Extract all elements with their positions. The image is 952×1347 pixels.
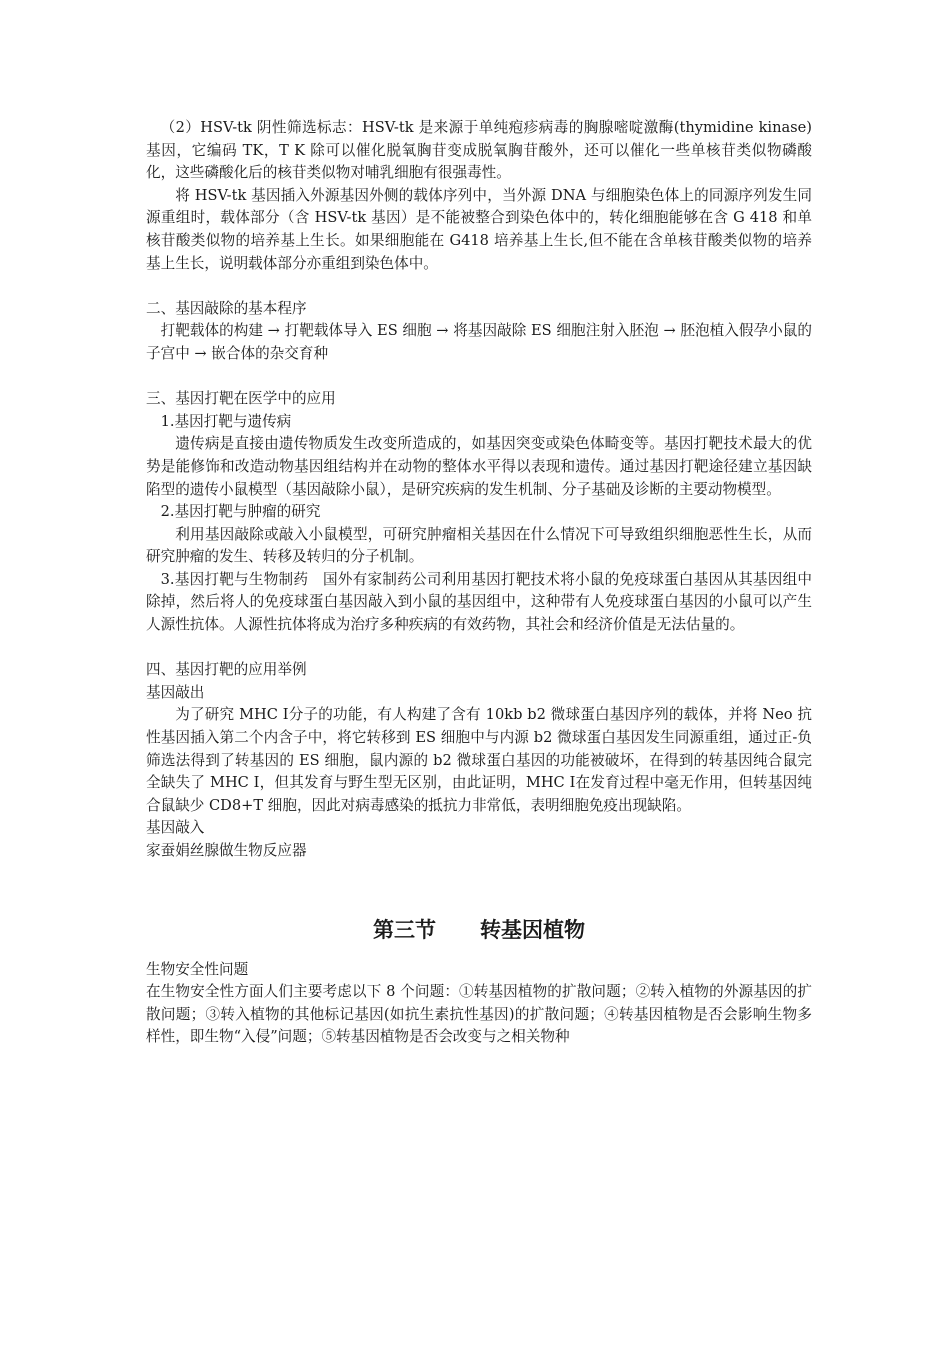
subheading-genetic-disease: 1.基因打靶与遗传病	[160, 412, 292, 430]
section-title	[146, 915, 812, 945]
document-page	[146, 117, 812, 1049]
spacer	[146, 637, 812, 660]
genetic-disease-paragraph: 遗传病是直接由遗传物质发生改变所造成的，如基因突变或染色体畸变等。基因打靶技术最大的优势是能修饰和改造动物基因组结构并在动物的整体水平得以表现和遗传。通过基因打靶途径建立基因缺陷型的遗传小鼠模型（基因敲除小鼠），是研究疾病的发生机制、分子基础及诊断的主要动物模型。	[146, 435, 812, 498]
knockout-example-paragraph: 为了研究 MHC Ⅰ分子的功能，有人构建了含有 10kb b2 微球蛋白基因序列的载体，并将 Neo 抗性基因插入第二个内含子中，将它转移到 ES 细胞中与内源 b2 微球蛋白基因发生同源重组，通过正-负筛选法得到了转基因的 ES 细胞，鼠内源的 b2 微球蛋白基因的功能被破坏，在得到的转基因纯合鼠完全缺失了 MHC Ⅰ，但其发育与野生型无区别，由此证明，MHC Ⅰ在发育过程中毫无作用，但转基因纯合鼠缺少 CD8+T 细胞，因此对病毒感染的抵抗力非常低，表明细胞免疫出现缺陷。	[146, 706, 812, 814]
section-heading-application-examples: 四、基因打靶的应用举例	[146, 661, 307, 679]
subheading-biosafety: 生物安全性问题	[146, 960, 249, 978]
section-number: 第三节	[373, 917, 436, 942]
tumor-research-paragraph: 利用基因敲除或敲入小鼠模型，可研究肿瘤相关基因在什么情况下可导致组织细胞恶性生长，从而研究肿瘤的发生、转移及转归的分子机制。	[146, 525, 812, 566]
spacer	[146, 275, 812, 298]
knockout-procedure-steps: 打靶载体的构建 → 打靶载体导入 ES 细胞 → 将基因敲除 ES 细胞注射入胚泡 → 胚泡植入假孕小鼠的子宫中 → 嵌合体的杂交育种	[146, 322, 812, 362]
knockin-example-text: 家蚕娟丝腺做生物反应器	[146, 842, 307, 859]
biosafety-paragraph: 在生物安全性方面人们主要考虑以下 8 个问题：①转基因植物的扩散问题；②转入植物的外源基因的扩散问题；③转入植物的其他标记基因(如抗生素抗性基因)的扩散问题；④转基因植物是否会影响生物多样性，即生物“入侵”问题；⑤转基因植物是否会改变与之相关物种	[146, 983, 812, 1046]
hsv-tk-insertion-paragraph: 将 HSV-tk 基因插入外源基因外侧的载体序列中，当外源 DNA 与细胞染色体上的同源序列发生同源重组时，载体部分（含 HSV-tk 基因）是不能被整合到染色体中的，转化细胞能够在含 G 418 和单核苷酸类似物的培养基上生长。如果细胞能在 G418 培养基上生长,但不能在含单核苷酸类似物的培养基上生长，说明载体部分亦重组到染色体中。	[146, 186, 812, 272]
spacer	[146, 366, 812, 389]
hsv-tk-paragraph: （2）HSV-tk 阴性筛选标志：HSV-tk 是来源于单纯疱疹病毒的胸腺嘧啶激酶(thymidine kinase)基因，它编码 TK，T K 除可以催化脱氧胸苷变成脱氧胸苷酸外，还可以催化一些单核苷类似物磷酸化，这些磷酸化后的核苷类似物对哺乳细胞有很强毒性。	[146, 119, 812, 182]
section-name: 转基因植物	[480, 917, 585, 942]
section-heading-medical-applications: 三、基因打靶在医学中的应用	[146, 390, 336, 408]
section-heading-knockout-procedure: 二、基因敲除的基本程序	[146, 299, 307, 317]
subheading-tumor-research: 2.基因打靶与肿瘤的研究	[160, 503, 321, 521]
biopharma-paragraph: 3.基因打靶与生物制药 国外有家制药公司利用基因打靶技术将小鼠的免疫球蛋白基因从其基因组中除掉，然后将人的免疫球蛋白基因敲入到小鼠的基因组中，这种带有人免疫球蛋白基因的小鼠可以产生人源性抗体。人源性抗体将成为治疗多种疾病的有效药物，其社会和经济价值是无法估量的。	[146, 570, 812, 634]
label-gene-knockout: 基因敲出	[146, 683, 205, 701]
label-gene-knockin: 基因敲入	[146, 819, 205, 837]
